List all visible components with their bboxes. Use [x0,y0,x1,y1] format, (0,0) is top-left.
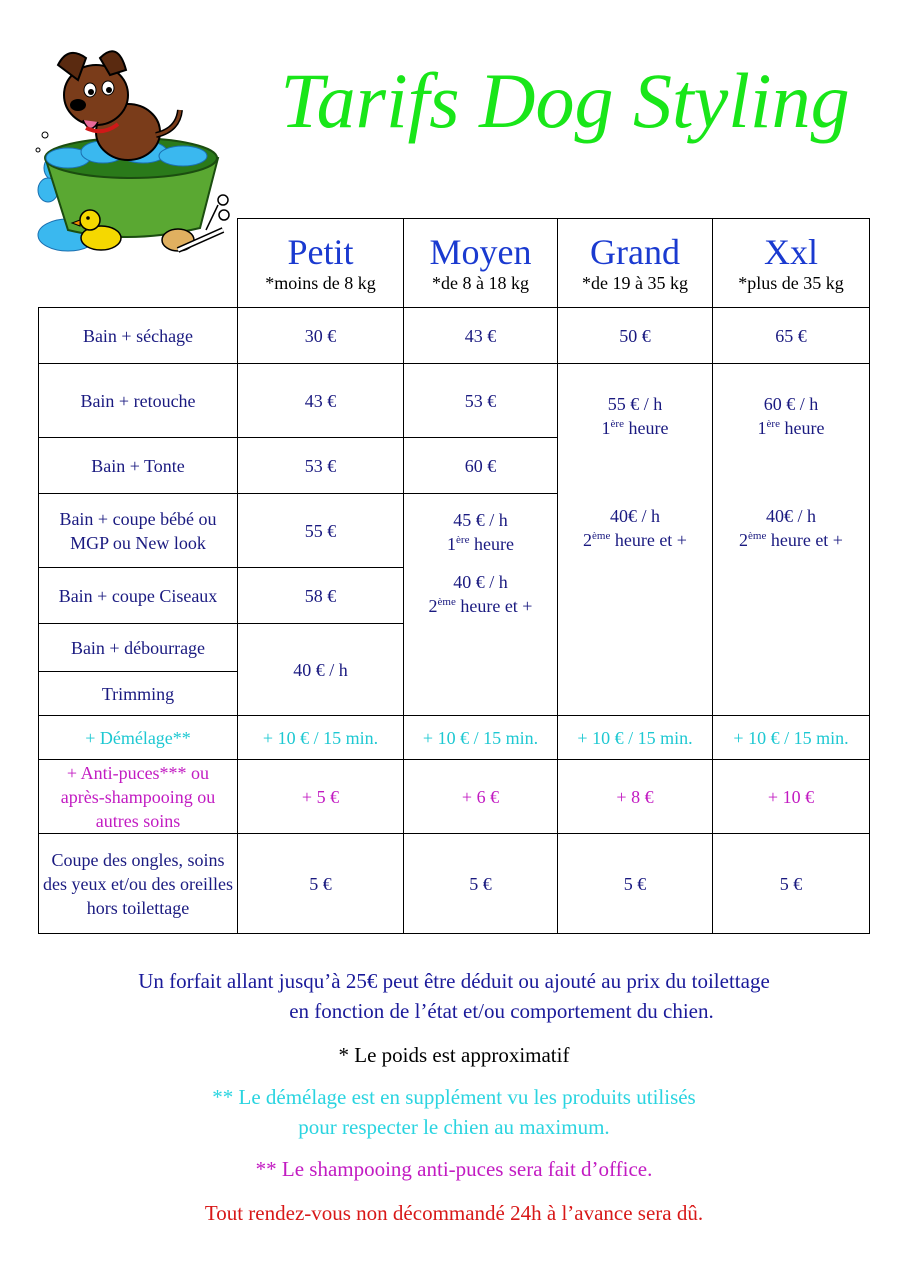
note-poids: * Le poids est approximatif [338,1043,570,1067]
first-hour-sup: ère [456,534,470,546]
note-forfait-line1: Un forfait allant jusqu’à 25€ peut être déduit ou ajouté au prix du toilettage [138,969,770,993]
empty-corner-cell [39,219,238,308]
price-moyen: 60 € [404,438,558,494]
size-header-petit [238,219,404,308]
second-hour-price: 40 € / h [453,572,508,592]
first-hour-word: heure [469,534,514,554]
price-moyen: 5 € [404,834,558,934]
size-weight: *plus de 35 kg [738,273,844,293]
size-name: Grand [590,232,680,272]
second-hour-word: heure et + [610,530,687,550]
second-hour-num: 2 [583,530,593,550]
price-moyen: + 10 € / 15 min. [404,716,558,760]
row-demelage [39,716,870,760]
price-petit-hourly: 40 € / h [238,624,404,716]
price-petit: 30 € [238,308,404,364]
first-hour-price: 60 € / h [763,394,819,414]
price-moyen: 53 € [404,364,558,438]
price-petit: + 10 € / 15 min. [238,716,404,760]
service-label: Bain + séchage [39,308,238,364]
service-label: + Démélage** [39,716,238,760]
note-demelage-line1: ** Le démélage est en supplément vu les produits utilisés [212,1085,696,1109]
first-hour-sup: ère [610,418,624,430]
first-hour-sup: ère [766,418,780,430]
price-xxl-hourly [713,364,870,716]
size-header-row [39,219,870,308]
service-label: Trimming [39,672,238,716]
price-petit: 5 € [238,834,404,934]
note-forfait [0,966,908,1026]
row-bain-retouche [39,364,870,438]
second-hour-sup: ème [592,530,611,542]
second-hour-word: heure et + [766,530,843,550]
size-name: Petit [287,232,354,272]
second-hour-num: 2 [739,530,749,550]
row-antipuces [39,760,870,834]
first-hour-word: heure [779,418,825,438]
row-ongles [39,834,870,934]
price-grand: 5 € [558,834,713,934]
service-label: Coupe des ongles, soins des yeux et/ou des oreilles hors toilettage [39,834,238,934]
service-label: Bain + retouche [39,364,238,438]
price-petit: 55 € [238,494,404,568]
price-table [38,218,870,934]
price-xxl: 5 € [713,834,870,934]
first-hour-price: 55 € / h [607,394,663,414]
first-hour-price: 45 € / h [453,510,508,530]
second-hour-price: 40€ / h [765,506,816,526]
page-title: Tarifs Dog Styling [280,57,850,144]
service-label: Bain + débourrage [39,624,238,672]
price-grand: 50 € [558,308,713,364]
first-hour-num: 1 [601,418,611,438]
price-grand-hourly [558,364,713,716]
service-label: + Anti-puces*** ou après-shampooing ou autres soins [39,760,238,834]
price-petit: 58 € [238,568,404,624]
second-hour-num: 2 [428,596,438,616]
price-moyen: 43 € [404,308,558,364]
price-petit: + 5 € [238,760,404,834]
price-grand: + 10 € / 15 min. [558,716,713,760]
note-rendez-vous: Tout rendez-vous non décommandé 24h à l’avance sera dû. [204,1201,704,1225]
note-antipuces: ** Le shampooing anti-puces sera fait d’office. [255,1157,653,1181]
price-petit: 43 € [238,364,404,438]
size-weight: *moins de 8 kg [265,273,376,293]
first-hour-num: 1 [757,418,767,438]
size-header-xxl [713,219,870,308]
service-label: Bain + Tonte [39,438,238,494]
service-label: Bain + coupe bébé ou MGP ou New look [39,494,238,568]
second-hour-price: 40€ / h [609,506,660,526]
second-hour-sup: ème [748,530,767,542]
price-moyen: + 6 € [404,760,558,834]
size-header-moyen [404,219,558,308]
second-hour-sup: ème [437,596,456,608]
note-demelage [0,1082,908,1142]
size-weight: *de 8 à 18 kg [432,273,529,293]
price-xxl: + 10 € [713,760,870,834]
second-hour-word: heure et + [455,596,533,616]
size-name: Xxl [764,232,818,272]
size-name: Moyen [429,232,532,272]
first-hour-num: 1 [447,534,457,554]
price-xxl: 65 € [713,308,870,364]
row-bain-sechage [39,308,870,364]
note-forfait-line2: en fonction de l’état et/ou comportement du chien. [289,999,714,1023]
first-hour-word: heure [623,418,669,438]
price-moyen-hourly [404,494,558,716]
price-xxl: + 10 € / 15 min. [713,716,870,760]
price-grand: + 8 € [558,760,713,834]
price-petit: 53 € [238,438,404,494]
size-weight: *de 19 à 35 kg [582,273,688,293]
note-demelage-line2: pour respecter le chien au maximum. [298,1115,610,1139]
size-header-grand [558,219,713,308]
service-label: Bain + coupe Ciseaux [39,568,238,624]
